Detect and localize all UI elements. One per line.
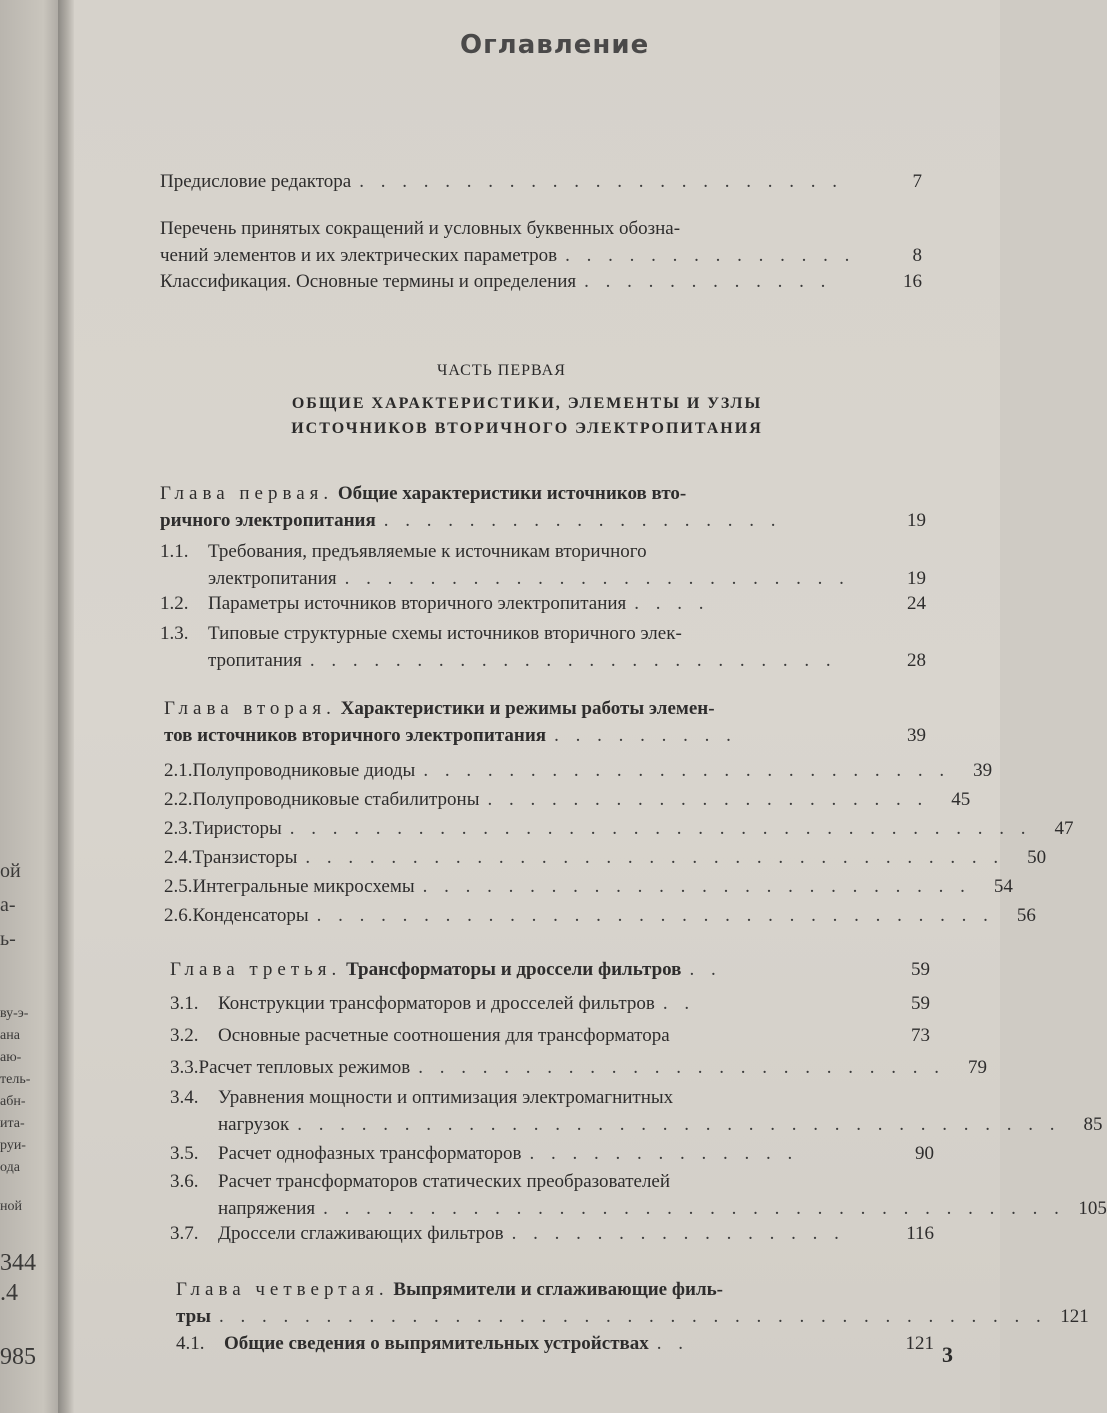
section-text: Общие сведения о выпрямительных устройствах	[224, 1333, 649, 1354]
section-number: 2.6.	[164, 905, 193, 926]
section-text: Полупроводниковые диоды	[192, 760, 416, 781]
entry-page: 24	[907, 593, 926, 614]
section-number: 3.3.	[170, 1057, 199, 1078]
toc-chapter-4: Глава четвертая. Выпрямители и сглаживающие филь- тры . . . . . . . . . . . . . . . . . . . . . . . . . . . . . . . . . . . . . . . 121	[176, 1276, 934, 1330]
part-title-line2: ИСТОЧНИКОВ ВТОРИЧНОГО ЭЛЕКТРОПИТАНИЯ	[291, 420, 763, 437]
left-text-fragment: абн-	[0, 1094, 26, 1109]
left-text-fragment: ной	[0, 1199, 22, 1214]
section-number: 3.1.	[170, 993, 199, 1014]
left-text-fragment: руи-	[0, 1138, 26, 1153]
chapter-label: Глава вторая.	[164, 698, 336, 719]
page-title: Оглавление	[460, 30, 650, 60]
entry-page: 28	[907, 650, 926, 671]
section-text: Основные расчетные соотношения для трансформатора	[218, 1025, 670, 1046]
entry-page: 16	[903, 271, 922, 292]
section-number: 2.2.	[164, 789, 193, 810]
entry-page: 121	[1060, 1306, 1089, 1327]
section-number: 2.5.	[164, 876, 193, 897]
entry-text: чений элементов и их электрических параметров	[160, 245, 558, 266]
toc-section-3-3: 3.3. Расчет тепловых режимов . . . . . . . . . . . . . . . . . . . . . . . . . 79	[170, 1054, 930, 1081]
toc-section-1-3: 1.3. Типовые структурные схемы источников вторичного элек- тропитания . . . . . . . . . . . . . . . . . . . . . . . . . 28	[160, 620, 926, 674]
left-text-fragment: 344	[0, 1250, 36, 1276]
section-text: Конструкции трансформаторов и дросселей фильтров	[218, 993, 655, 1014]
section-number: 1.1.	[160, 541, 189, 562]
section-number: 2.1.	[164, 760, 193, 781]
section-number: 2.3.	[164, 818, 193, 839]
section-text: Конденсаторы	[192, 905, 309, 926]
entry-page: 19	[907, 510, 926, 531]
section-text: Расчет трансформаторов статических преобразователей	[218, 1171, 671, 1192]
toc-section-2-2: 2.2. Полупроводниковые стабилитроны . . . . . . . . . . . . . . . . . . . . . 45	[164, 786, 926, 813]
toc-section-1-2: 1.2. Параметры источников вторичного электропитания . . . . 24	[160, 590, 926, 617]
entry-page: 121	[905, 1333, 934, 1354]
entry-page: 79	[967, 1057, 987, 1078]
section-text: Уравнения мощности и оптимизация электромагнитных	[218, 1087, 674, 1108]
entry-page: 105	[1078, 1198, 1107, 1219]
toc-entry-abbreviations: Перечень принятых сокращений и условных буквенных обозна- чений элементов и их электрических параметров . . . . . . . . . . . . . . 8	[160, 215, 922, 269]
toc-section-2-3: 2.3. Тиристоры . . . . . . . . . . . . . . . . . . . . . . . . . . . . . . . . . . . 47	[164, 815, 926, 842]
left-text-fragment: ана	[0, 1028, 20, 1043]
toc-section-2-5: 2.5. Интегральные микросхемы . . . . . . . . . . . . . . . . . . . . . . . . . . 54	[164, 873, 926, 900]
chapter-label: Глава третья.	[170, 959, 342, 980]
section-number: 3.4.	[170, 1087, 199, 1108]
toc-section-3-1: 3.1. Конструкции трансформаторов и дросселей фильтров . . 59	[170, 990, 930, 1017]
chapter-title: Характеристики и режимы работы элемен-	[340, 698, 715, 719]
left-text-fragment: ой	[0, 860, 21, 882]
section-text: Расчет тепловых режимов	[198, 1057, 411, 1078]
section-number: 1.3.	[160, 623, 189, 644]
section-number: 3.7.	[170, 1223, 199, 1244]
chapter-title: Общие характеристики источников вто-	[337, 483, 687, 504]
left-text-fragment: ву-э-	[0, 1006, 29, 1021]
entry-page: 90	[915, 1143, 934, 1164]
chapter-title: тов источников вторичного электропитания	[164, 725, 547, 746]
chapter-title: Трансформаторы и дроссели фильтров	[346, 959, 682, 980]
book-gutter	[58, 0, 74, 1413]
entry-page: 39	[973, 760, 993, 781]
section-number: 4.1.	[176, 1333, 205, 1354]
section-text: Типовые структурные схемы источников вторичного элек-	[208, 623, 682, 644]
left-text-fragment: тель-	[0, 1072, 31, 1087]
section-text: Дроссели сглаживающих фильтров	[218, 1223, 504, 1244]
entry-page: 8	[912, 245, 922, 266]
toc-section-3-6: 3.6. Расчет трансформаторов статических преобразователей напряжения . . . . . . . . . . . . . . . . . . . . . . . . . . . . . . . . . . . 105	[170, 1168, 934, 1222]
section-number: 3.6.	[170, 1171, 199, 1192]
entry-text: Предисловие редактора	[160, 171, 352, 192]
section-text: Транзисторы	[192, 847, 298, 868]
entry-page: 50	[1027, 847, 1047, 868]
entry-page: 7	[912, 171, 922, 192]
toc-chapter-3: Глава третья. Трансформаторы и дроссели фильтров . . 59	[170, 956, 930, 983]
toc-entry-classification: Классификация. Основные термины и определения . . . . . . . . . . . . 16	[160, 268, 922, 295]
chapter-label: Глава первая.	[160, 483, 334, 504]
section-text: Требования, предъявляемые к источникам вторичного	[208, 541, 647, 562]
entry-page: 45	[951, 789, 971, 810]
section-number: 3.5.	[170, 1143, 199, 1164]
toc-entry-preface: Предисловие редактора . . . . . . . . . . . . . . . . . . . . . . . 7	[160, 168, 922, 195]
entry-page: 59	[911, 993, 930, 1014]
toc-section-1-1: 1.1. Требования, предъявляемые к источникам вторичного электропитания . . . . . . . . . . . . . . . . . . . . . . . . 19	[160, 538, 926, 592]
left-page	[0, 0, 62, 1413]
toc-chapter-1: Глава первая. Общие характеристики источников вто- ричного электропитания . . . . . . . . . . . . . . . . . . . 19	[160, 480, 926, 534]
section-text: Параметры источников вторичного электропитания	[208, 593, 627, 614]
entry-page: 19	[907, 568, 926, 589]
section-text: Тиристоры	[192, 818, 282, 839]
entry-page: 59	[911, 959, 930, 980]
section-text: Интегральные микросхемы	[192, 876, 415, 897]
part-label: ЧАСТЬ ПЕРВАЯ	[437, 362, 566, 379]
section-text: электропитания	[208, 568, 337, 589]
chapter-title: ричного электропитания	[160, 510, 376, 531]
entry-text: Классификация. Основные термины и определения	[160, 271, 577, 292]
entry-page: 85	[1083, 1114, 1103, 1135]
toc-section-3-7: 3.7. Дроссели сглаживающих фильтров . . . . . . . . . . . . . . . . 116	[170, 1220, 934, 1247]
toc-section-3-4: 3.4. Уравнения мощности и оптимизация электромагнитных нагрузок . . . . . . . . . . . . . . . . . . . . . . . . . . . . . . . . . . . . 85	[170, 1084, 934, 1138]
entry-page: 73	[911, 1025, 930, 1046]
toc-section-3-5: 3.5. Расчет однофазных трансформаторов . . . . . . . . . . . . . 90	[170, 1140, 934, 1167]
chapter-label: Глава четвертая.	[176, 1279, 389, 1300]
toc-section-2-4: 2.4. Транзисторы . . . . . . . . . . . . . . . . . . . . . . . . . . . . . . . . . 50	[164, 844, 926, 871]
left-text-fragment: 985	[0, 1344, 36, 1370]
toc-page	[74, 0, 1107, 1413]
entry-page: 39	[907, 725, 926, 746]
toc-section-2-1: 2.1. Полупроводниковые диоды . . . . . . . . . . . . . . . . . . . . . . . . . 39	[164, 757, 926, 784]
toc-chapter-2: Глава вторая. Характеристики и режимы работы элемен- тов источников вторичного электропитания . . . . . . . . . 39	[164, 695, 926, 749]
entry-page: 116	[906, 1223, 934, 1244]
toc-section-3-2	[170, 1022, 930, 1049]
section-number: 3.2.	[170, 1025, 199, 1046]
section-number: 2.4.	[164, 847, 193, 868]
part-title-line1: ОБЩИЕ ХАРАКТЕРИСТИКИ, ЭЛЕМЕНТЫ И УЗЛЫ	[291, 395, 763, 412]
section-text: тропитания	[208, 650, 302, 671]
chapter-title: Выпрямители и сглаживающие филь-	[393, 1279, 723, 1300]
section-text: напряжения	[218, 1198, 316, 1219]
left-text-fragment: аю-	[0, 1050, 22, 1065]
section-text: нагрузок	[218, 1114, 290, 1135]
section-number: 1.2.	[160, 593, 189, 614]
toc-section-4-1: 4.1. Общие сведения о выпрямительных устройствах . . 121	[176, 1330, 934, 1357]
toc-section-2-6: 2.6. Конденсаторы . . . . . . . . . . . . . . . . . . . . . . . . . . . . . . . . 56	[164, 902, 926, 929]
left-text-fragment: .4	[0, 1280, 18, 1306]
page-number: 3	[942, 1342, 953, 1367]
entry-page: 54	[993, 876, 1013, 897]
entry-page: 47	[1054, 818, 1074, 839]
left-text-fragment: ита-	[0, 1116, 25, 1131]
left-text-fragment: а-	[0, 894, 16, 916]
left-text-fragment: ь-	[0, 928, 16, 950]
section-text: Полупроводниковые стабилитроны	[192, 789, 480, 810]
entry-page: 56	[1016, 905, 1036, 926]
left-text-fragment: ода	[0, 1160, 20, 1175]
entry-text: Перечень принятых сокращений и условных буквенных обозна-	[160, 218, 681, 239]
section-text: Расчет однофазных трансформаторов	[218, 1143, 522, 1164]
chapter-title: тры	[176, 1306, 211, 1327]
